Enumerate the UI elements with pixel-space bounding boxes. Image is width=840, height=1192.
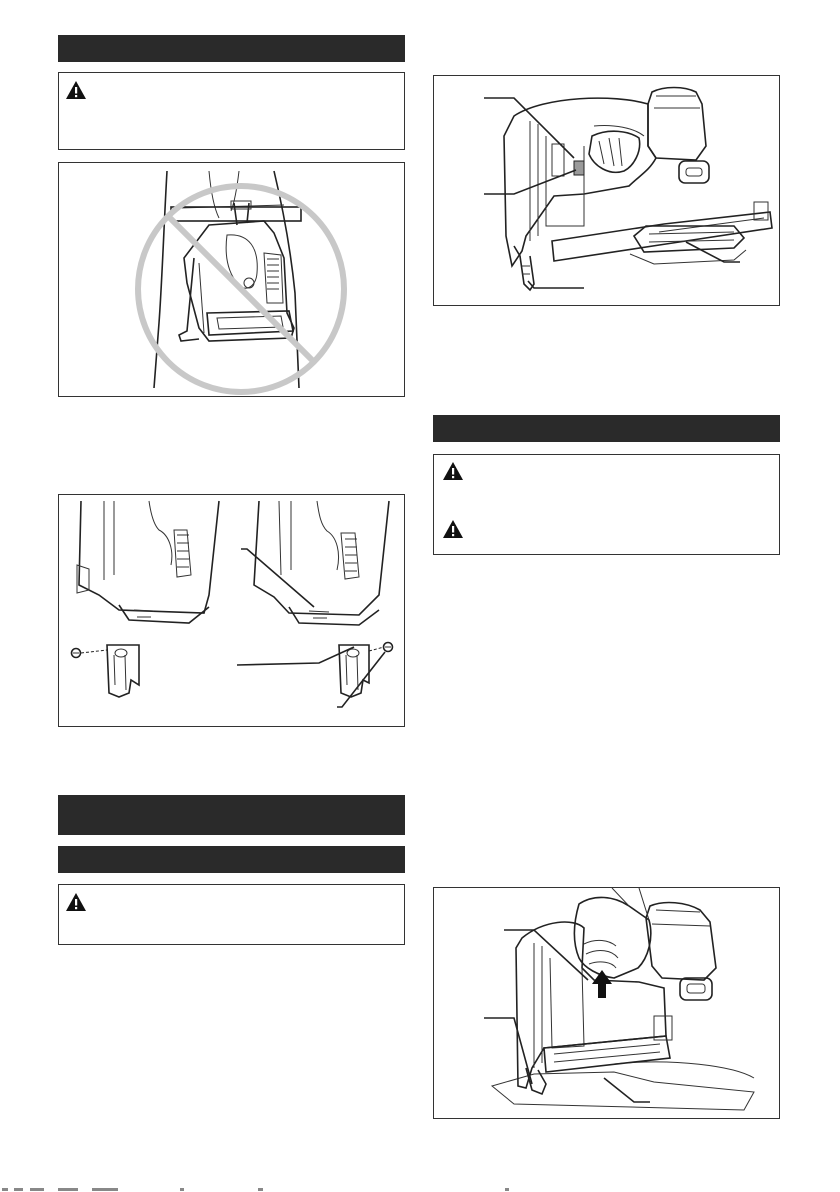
section-header-bar-top-left (58, 35, 405, 62)
footer-strip (0, 1184, 840, 1192)
section-header-bar-operation (58, 795, 405, 835)
warning-triangle-icon (442, 461, 464, 481)
figure-tool-on-belt-prohibited (58, 162, 405, 397)
warning-triangle-icon (65, 892, 87, 912)
tool-drawing (179, 201, 294, 341)
prohibition-icon (138, 186, 344, 392)
warning-triangle-icon (442, 519, 464, 539)
arrow-up-icon (592, 970, 612, 998)
warning-triangle-icon (65, 80, 87, 100)
figure-tool-side-view (433, 75, 780, 306)
warning-box-1 (58, 72, 405, 150)
warning-box-2 (58, 884, 405, 945)
section-header-bar-sub (58, 846, 405, 873)
section-header-bar-right (433, 415, 780, 442)
hook-view-right (237, 501, 393, 707)
hook-view-left (72, 501, 220, 697)
figure-hook-installation (58, 494, 405, 727)
figure-tool-operation-hand (433, 887, 780, 1119)
warning-box-3 (433, 454, 780, 555)
